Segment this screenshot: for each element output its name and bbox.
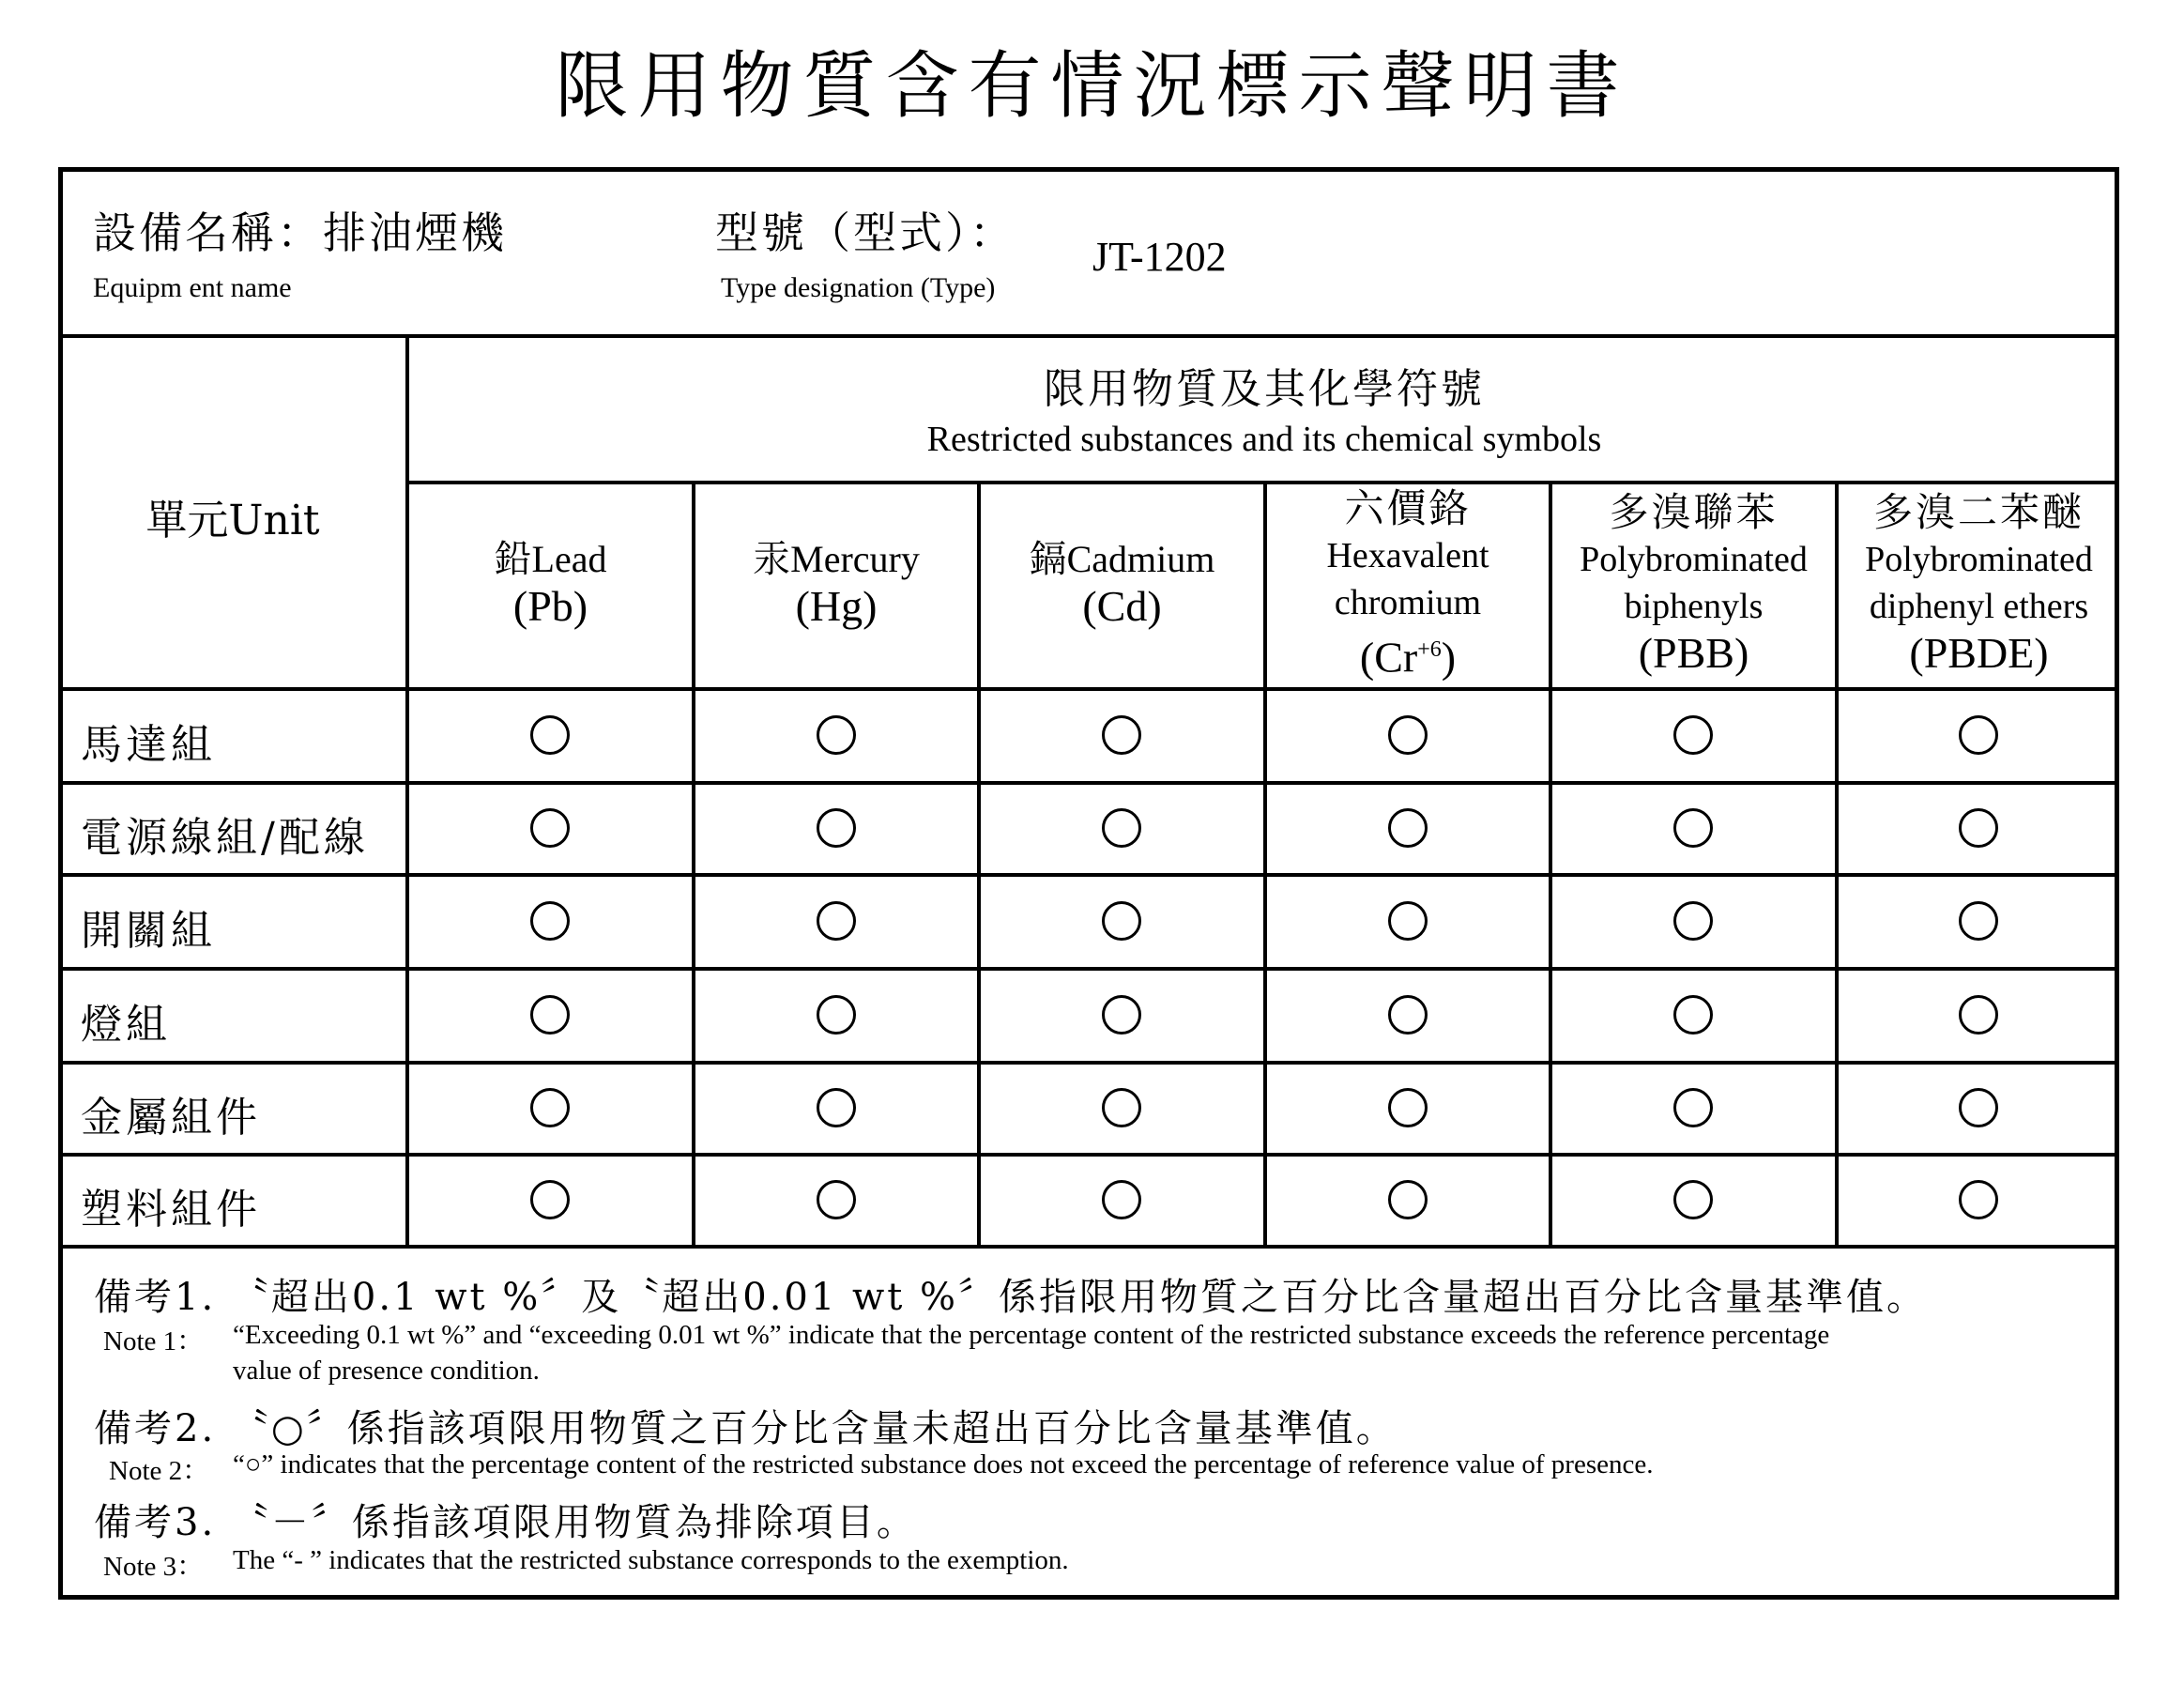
presence-circle-icon [530, 715, 570, 755]
presence-circle-icon [1673, 995, 1713, 1035]
presence-circle-icon [1388, 1088, 1428, 1127]
type-designation-label: 型號（型式）： [715, 207, 1016, 258]
substance-name: 鉛Lead [494, 538, 607, 580]
note-1-zh: 備考1. 〝超出0.1 wt %〞及〝超出0.01 wt %〞係指限用物質之百分比含量超出百分比含量基準值。 [94, 1276, 1928, 1319]
unit-row-label: 開關組 [81, 907, 216, 955]
substance-symbol: (PBDE) [1909, 629, 2049, 677]
presence-circle-icon [817, 901, 856, 941]
substance-header-pbb [1552, 484, 1835, 682]
presence-circle-icon [530, 808, 570, 848]
restricted-substances-heading: 限用物質及其化學符號 [1044, 365, 1485, 413]
presence-circle-icon [817, 1180, 856, 1219]
presence-circle-icon [530, 1180, 570, 1219]
note-3-zh: 備考3. 〝－〞係指該項限用物質為排除項目。 [94, 1501, 917, 1544]
substance-header-pbde [1839, 484, 2119, 682]
presence-circle-icon [1959, 715, 1998, 755]
note-2-zh: 備考2. 〝○〞係指該項限用物質之百分比含量未超出百分比含量基準值。 [94, 1407, 1397, 1450]
symbol-close: ) [1441, 633, 1457, 682]
note-3-en: The “- ” indicates that the restricted substance corresponds to the exemption. [233, 1545, 1069, 1575]
presence-circle-icon [1102, 1088, 1141, 1127]
substance-name-zh: 六價鉻 [1344, 484, 1472, 531]
substance-name-en: Hexavalent [1326, 535, 1489, 575]
presence-circle-icon [1388, 1180, 1428, 1219]
substance-header-cadmium [981, 484, 1263, 682]
substance-name-en: Polybrominated [1580, 540, 1808, 579]
note-1-label: Note 1： [103, 1326, 205, 1356]
restricted-substances-heading-en: Restricted substances and its chemical symbols [926, 420, 1602, 459]
presence-circle-icon [1388, 901, 1428, 941]
divider-below-equipment [58, 334, 2119, 338]
presence-circle-icon [817, 1088, 856, 1127]
presence-circle-icon [530, 1088, 570, 1127]
presence-circle-icon [1102, 1180, 1141, 1219]
symbol-superscript: +6 [1417, 636, 1442, 662]
equipment-name-label-en: Equipm ent name [93, 272, 292, 303]
substance-name: 汞Mercury [753, 538, 920, 580]
presence-circle-icon [1673, 901, 1713, 941]
substance-header-mercury [695, 484, 977, 682]
unit-row-label: 電源線組/配線 [81, 814, 369, 862]
note-1-en: “Exceeding 0.1 wt %” and “exceeding 0.01 wt %” indicate that the percentage content of the restricted substance exceeds the reference percentage [233, 1320, 1830, 1350]
presence-circle-icon [1673, 715, 1713, 755]
note-2-en: “○” indicates that the percentage content of the restricted substance does not exceed the percentage of reference value of presence. [233, 1449, 1654, 1479]
substance-name-zh: 多溴聯苯 [1609, 489, 1779, 535]
presence-circle-icon [1388, 995, 1428, 1035]
substance-name-en-2: chromium [1334, 582, 1482, 622]
presence-circle-icon [1388, 715, 1428, 755]
presence-circle-icon [817, 715, 856, 755]
presence-circle-icon [530, 995, 570, 1035]
substance-symbol: (Pb) [512, 582, 588, 630]
presence-circle-icon [1959, 1088, 1998, 1127]
presence-circle-icon [1959, 1180, 1998, 1219]
presence-circle-icon [1673, 808, 1713, 848]
note-1-en-cont: value of presence condition. [233, 1356, 540, 1386]
presence-circle-icon [1388, 808, 1428, 848]
symbol-base: (Cr [1359, 633, 1418, 682]
presence-circle-icon [1959, 901, 1998, 941]
presence-circle-icon [1673, 1180, 1713, 1219]
substance-header-lead [409, 484, 692, 682]
presence-circle-icon [1673, 1088, 1713, 1127]
unit-row-label: 馬達組 [81, 721, 216, 769]
divider-row-5 [58, 1153, 2119, 1157]
presence-circle-icon [817, 808, 856, 848]
presence-circle-icon [1959, 995, 1998, 1035]
divider-row-4 [58, 1061, 2119, 1065]
presence-circle-icon [1102, 901, 1141, 941]
unit-row-label: 塑料組件 [81, 1186, 261, 1234]
substance-name: 鎘Cadmium [1029, 538, 1215, 580]
equipment-name-label: 設備名稱：排油煙機 [93, 207, 507, 258]
unit-row-label: 燈組 [81, 1001, 171, 1049]
unit-row-label: 金屬組件 [81, 1094, 261, 1142]
note-3-label: Note 3： [103, 1552, 205, 1582]
substance-name-en-2: biphenyls [1624, 587, 1764, 626]
divider-row-1 [58, 781, 2119, 785]
divider-below-table [58, 1245, 2119, 1249]
note-2-label: Note 2： [109, 1456, 210, 1486]
substance-header-chromium [1267, 484, 1549, 682]
substance-name-en-2: diphenyl ethers [1869, 587, 2089, 626]
page-title: 限用物質含有情況標示聲明書 [555, 44, 1629, 129]
type-designation-value: JT-1202 [1092, 234, 1227, 280]
substance-symbol: (PBB) [1638, 629, 1749, 677]
type-designation-label-en: Type designation (Type) [721, 272, 996, 303]
presence-circle-icon [1102, 808, 1141, 848]
substance-symbol: (Hg) [795, 582, 878, 630]
substance-symbol [1360, 626, 1456, 681]
presence-circle-icon [1102, 715, 1141, 755]
col-divider-unit [405, 334, 409, 1247]
divider-row-3 [58, 967, 2119, 971]
divider-row-2 [58, 873, 2119, 877]
substance-name-zh: 多溴二苯醚 [1872, 489, 2085, 535]
presence-circle-icon [1102, 995, 1141, 1035]
unit-column-header: 單元Unit [145, 497, 320, 544]
presence-circle-icon [530, 901, 570, 941]
substance-name-en: Polybrominated [1865, 540, 2093, 579]
presence-circle-icon [1959, 808, 1998, 848]
divider-below-header [58, 687, 2119, 691]
presence-circle-icon [817, 995, 856, 1035]
substance-symbol: (Cd) [1082, 582, 1162, 630]
